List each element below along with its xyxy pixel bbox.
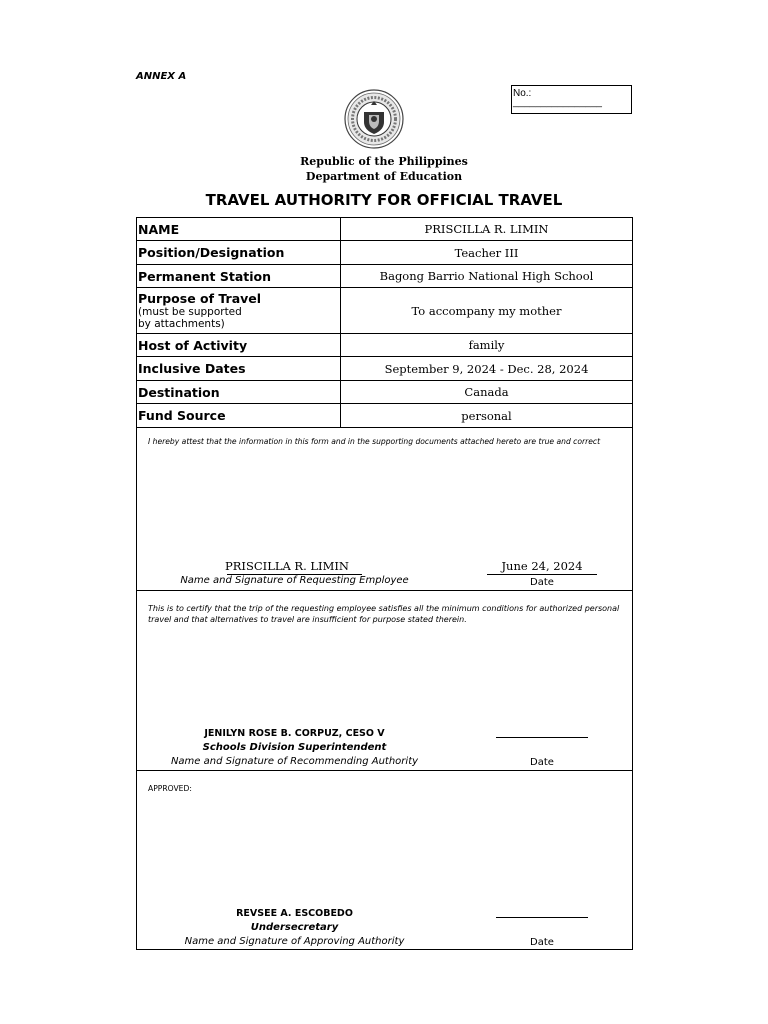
attestation-text: I hereby attest that the information in this form and in the supporting documents attached hereto are true and correct xyxy=(148,437,601,446)
recommending-date-line xyxy=(496,737,588,738)
approval-section xyxy=(137,771,632,949)
employee-caption: Name and Signature of Requesting Employee xyxy=(180,575,409,586)
field-row-destination xyxy=(137,381,632,404)
field-row-purpose xyxy=(137,288,632,334)
field-value-position: Teacher III xyxy=(454,245,519,260)
department-heading: Department of Education xyxy=(305,170,463,183)
certification-text-line-2: travel and that alternatives to travel are insufficient for purpose stated therein. xyxy=(148,615,467,624)
deped-seal-icon xyxy=(340,88,408,150)
approving-authority-name: REVSEE A. ESCOBEDO xyxy=(236,908,353,919)
field-value-name: PRISCILLA R. LIMIN xyxy=(424,222,549,236)
field-label-position: Position/Designation xyxy=(138,241,341,264)
field-label-name: NAME xyxy=(138,218,341,240)
annex-label: ANNEX A xyxy=(136,71,187,82)
field-value-station: Bagong Barrio National High School xyxy=(379,269,594,283)
field-label-fund: Fund Source xyxy=(138,404,341,427)
attestation-date: June 24, 2024 xyxy=(501,559,583,573)
certification-section xyxy=(137,591,632,771)
field-value-destination: Canada xyxy=(464,385,509,399)
field-row-dates xyxy=(137,357,632,381)
approving-authority-caption: Name and Signature of Approving Authority xyxy=(184,936,405,947)
employee-name: PRISCILLA R. LIMIN xyxy=(225,559,349,573)
field-row-position xyxy=(137,241,632,265)
field-row-host xyxy=(137,334,632,357)
approving-date-line xyxy=(496,917,588,918)
field-label-station: Permanent Station xyxy=(138,265,341,287)
republic-heading: Republic of the Philippines xyxy=(300,155,468,168)
recommending-authority-name: JENILYN ROSE B. CORPUZ, CESO V xyxy=(204,728,385,739)
field-label-purpose: Purpose of Travel xyxy=(138,291,262,306)
form-title: TRAVEL AUTHORITY FOR OFFICIAL TRAVEL xyxy=(205,191,563,209)
document-number-value: ________________ xyxy=(513,97,602,108)
attestation-date-line xyxy=(487,574,597,575)
field-value-fund: personal xyxy=(461,408,512,423)
attestation-section xyxy=(137,428,632,591)
field-label-destination: Destination xyxy=(138,381,341,403)
approving-authority-role: Undersecretary xyxy=(250,922,339,933)
document-number-box xyxy=(511,85,632,114)
field-label-purpose-group xyxy=(138,288,341,333)
approved-label: APPROVED: xyxy=(148,784,192,793)
field-row-fund xyxy=(137,404,632,428)
field-value-purpose: To accompany my mother xyxy=(411,303,562,318)
field-row-name xyxy=(137,218,632,241)
document-number-label: No.: xyxy=(513,88,532,99)
field-label-purpose-note-2: by attachments) xyxy=(138,318,225,330)
certification-text-line-1: This is to certify that the trip of the requesting employee satisfies all the minimum conditions for authorized personal xyxy=(148,604,620,613)
approving-date-label: Date xyxy=(530,937,554,948)
recommending-date-label: Date xyxy=(530,757,554,768)
attestation-date-label: Date xyxy=(530,577,554,588)
field-row-station xyxy=(137,265,632,288)
field-value-host: family xyxy=(468,338,505,352)
recommending-authority-role: Schools Division Superintendent xyxy=(202,742,387,753)
field-label-purpose-note-1: (must be supported xyxy=(138,306,242,318)
recommending-authority-caption: Name and Signature of Recommending Authority xyxy=(170,756,419,767)
field-value-dates: September 9, 2024 - Dec. 28, 2024 xyxy=(384,361,589,376)
travel-authority-form xyxy=(136,217,633,950)
field-label-dates: Inclusive Dates xyxy=(138,357,341,380)
field-label-host: Host of Activity xyxy=(138,334,341,356)
